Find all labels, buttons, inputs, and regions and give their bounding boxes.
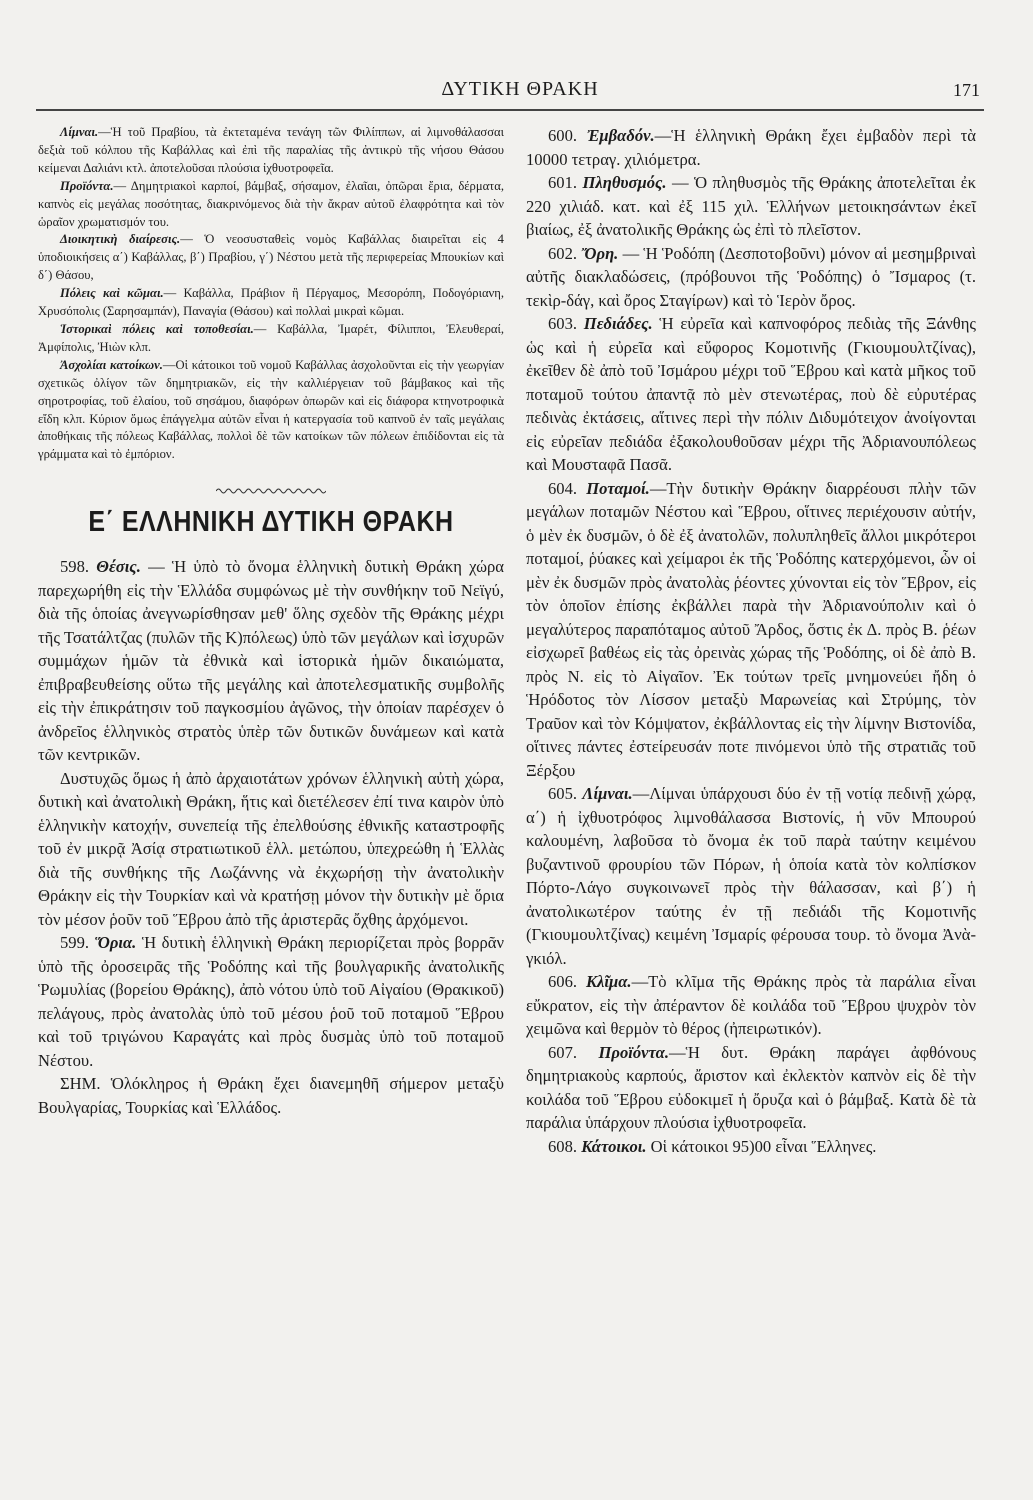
running-title: ΔΥΤΙΚΗ ΘΡΑΚΗ [441, 78, 599, 100]
paragraph-lead: Ὄρη. [581, 243, 619, 263]
paragraph-lead: Κάτοικοι. [581, 1136, 647, 1156]
paragraph-lead: Ἱστορικαὶ πόλεις καὶ τοποθεσίαι. [60, 321, 254, 336]
paragraph-lead: Ἀσχολίαι κατοίκων. [60, 357, 163, 372]
paragraph-number: 600. [548, 126, 578, 145]
header-rule [36, 109, 984, 111]
paragraph-lead: Λίμναι. [60, 125, 99, 139]
paragraph-lead: Ὅρια. [94, 933, 137, 953]
paragraph-number: 605. [548, 784, 578, 803]
paragraph-text: —Ἡ ἑλληνικὴ Θράκη ἔχει ἐμβαδὸν περὶ τὰ 10000 τετραγ. χιλιόμετρα. [526, 126, 976, 169]
left-top-block [38, 124, 504, 464]
paragraph-text: — Καβάλλα, Πράβιον ἢ Πέργαμος, Μεσορόπη, Ποδογόριανη, Χρυσόπολις (Σαρησαμπάν), Παναγία (Θάσου) καὶ πολλαὶ μικραὶ κῶμαι. [38, 286, 504, 319]
paragraph-text: — Ἡ Ῥοδόπη (Δεσποτοβοῦνι) μόνον αἱ μεσημβριναὶ αὐτῆς διακλαδώσεις, (πρόβουνοι τῆς Ῥοδόπης) ὁ Ἴσμαρος (τ. τεκὶρ-δάγ, καὶ ὄρος Σταγίρων) καὶ τὸ Ἱερὸν ὄρος. [526, 243, 976, 310]
paragraph-text: —Λίμναι ὑπάρχουσι δύο ἐν τῇ νοτίᾳ πεδινῇ χώρᾳ, α΄) ἡ ἰχθυοτρόφος λιμνοθάλασσα Βιστονίς, ἡ νῦν Μπουρού καλουμένη, λαβοῦσα τὸ ὄνομα ἐκ τοῦ παρὰ ταύτην κειμένου βυζαντινοῦ φρουρίου τῶν Πόρων, ἡ ὁποία κατὰ τὸν κολπίσκον Πόρτο-Λάγο συγκοινωνεῖ πρὸς τὴν θάλασσαν, καὶ β΄) ἡ ἀνατολικωτέρον ταύτης ἐν τῇ πεδιάδι τῆς Κομοτινῆς (Γκιουμουλτζίνας) κειμένη Ἰσμαρίς φέρουσα τουρ. τὸ ὄνομα Ἀνὰ-γκιόλ. [526, 784, 976, 968]
paragraph-number: 603. [548, 314, 578, 333]
paragraph [38, 1072, 504, 1119]
page-header [60, 78, 980, 108]
paragraph [38, 555, 504, 767]
paragraph-number: 608. [548, 1136, 578, 1156]
paragraph-lead: ΣΗΜ. [60, 1074, 101, 1094]
paragraph-number: 607. [548, 1042, 578, 1062]
paragraph-lead: Θέσις. [96, 557, 141, 577]
paragraph-text: Ἡ εὐρεῖα καὶ καπνοφόρος πεδιὰς τῆς Ξάνθης ὡς καὶ ἡ εὐρεῖα καὶ εὔφορος Κομοτινῆς (Γκιουμουλτζίνας), ἐκεῖθεν δὲ ἀπὸ τοῦ Ἰσμάρου μέχρι τοῦ Ἕβρου καὶ κατὰ μῆκος τοῦ ποταμοῦ τούτου ἀπαντᾷ πὸ μὲν στενωτέρας, ποὺ δὲ εὐρυτέρας πεδινὰς ἐκτάσεις, αἵτινες περὶ τὴν πόλιν Διδυμότειχον ἀνοίγονται εἰς εὐρεῖαν πεδιάδα ἐξακολουθοῦσαν μέχρι τῆς Ἀδριανουπόλεως καὶ Μουσταφᾶ Πασᾶ. [526, 314, 976, 474]
paragraph-lead: Ποταμοί. [586, 478, 650, 498]
paragraph [38, 357, 504, 464]
paragraph [38, 231, 504, 285]
paragraph [526, 970, 976, 1041]
paragraph [38, 767, 504, 932]
paragraph [526, 312, 976, 477]
paragraph-text: — Δημητριακοὶ καρποί, βάμβαξ, σήσαμον, ἐλαῖαι, ὀπῶραι ἔρια, δέρματα, καπνὸς εἰς μεγάλας ποσότητας, διακρινόμενος διὰ τὴν ἄκραν αὐτοῦ ἐλαφρότητα καὶ τὸν ὡραῖον χρωματισμόν του. [38, 178, 504, 229]
paragraph-text: —Τὴν δυτικὴν Θράκην διαρρέουσι πλὴν τῶν μεγάλων ποταμῶν Νέστου καὶ Ἕβρου, οἵτινες περιέχουσιν αὐτήν, ὁ μὲν ἐκ δυσμῶν, ὁ δὲ ἐξ ἀνατολῶν, πολυπληθεῖς ἄλλοι μικρότεροι ποταμοί, ῥύακες καὶ χείμαροι ἐκ τῆς Ῥοδόπης κατερχόμενοι, ὧν οἱ μὲν ἐκ δυσμῶν πρὸς ἀνατολὰς ῥέοντες χύνονται εἰς τὸν Ἕβρον, εἰς τὸν ὁποῖον ἐπίσης ἐκβάλλει παρὰ τὴν Ἀδριανούπολιν καὶ ὁ μεγαλύτερος παραπόταμος αὐτοῦ Ἄρδος, ὅστις ἐκ Δ. πρὸς Β. ῥέων εἰσχωρεῖ βαθέως εἰς τὰς ὀρεινὰς χώρας τῆς Ῥοδόπης, οἱ δὲ ἀπὸ Β. πρὸς Ν. εἰς τὸ Αἰγαῖον. Ἐκ τούτων τρεῖς μνημονεύει ἤδη ὁ Ἡρόδοτος τὸν Λίσσον μεταξὺ Μαρωνείας καὶ Στρύμης, τὸν Τραῦον καὶ τὸν Κόμψατον, ἐκβάλλοντας εἰς τὴν λίμνην Βιστονίδα, οἵτινες πάντες ἐστείρευσάν ποτε πινόμενοι ὑπὸ τῆς στρατιᾶς τοῦ Ξέρξου [526, 478, 976, 780]
paragraph [526, 124, 976, 171]
paragraph-text: Δυστυχῶς ὅμως ἡ ἀπὸ ἀρχαιοτάτων χρόνων ἑλληνικὴ αὐτὴ χώρα, δυτικὴ καὶ ἀνατολικὴ Θράκη, ἥτις καὶ διετέλεσεν ἐπί τινα καιρὸν ὑπὸ ἑλληνικὴν κατοχήν, συνεπείᾳ τῆς ἐπελθούσης ἐθνικῆς καταστροφῆς τοῦ ἐν μικρᾷ Ἀσίᾳ στρατιωτικοῦ ἑλλ. μετώπου, ὑπεχρεώθη ἡ Ἑλλὰς διὰ τῆς συνθήκης τῆς Λωζάννης νὰ ἐκχωρήσῃ τὴν ἀνατολικὴν Θράκην εἰς τὴν Τουρκίαν καὶ νὰ κρατήσῃ μόνον τὴν δυτικὴν μὲ ὅρια τὸν μέσον ῥοῦν τοῦ Ἕβρου ἀπὸ τῆς ἀριστερᾶς ὄχθης ἀρχόμενοι. [38, 768, 504, 929]
paragraph-lead: Πεδιάδες. [583, 314, 653, 333]
paragraph-number: 602. [548, 243, 578, 263]
paragraph-lead: Ἐμβαδόν. [586, 126, 655, 145]
paragraph-text: — Ὁ νεοσυσταθεὶς νομὸς Καβάλλας διαιρεῖται εἰς 4 ὑποδιοικήσεις α΄) Καβάλλας, β΄) Πραβίου, γ΄) Νέστου μετὰ τῆς περιφερείας Μπουκίων καὶ δ΄) Θάσου, [38, 232, 504, 283]
wavy-separator [216, 486, 326, 496]
paragraph-number: 606. [548, 972, 578, 991]
paragraph [526, 782, 976, 970]
section-title: Ε΄ ΕΛΛΗΝΙΚΗ ΔΥΤΙΚΗ ΘΡΑΚΗ [88, 506, 454, 539]
page-number: 171 [953, 80, 980, 100]
paragraph [526, 477, 976, 783]
paragraph-lead: Πληθυσμός. [582, 173, 667, 192]
paragraph-text: — Ἡ ὑπὸ τὸ ὄνομα ἑλληνικὴ δυτικὴ Θράκη χώρα παρεχωρήθη εἰς τὴν Ἑλλάδα συμφώνως μὲ τὴν συνθήκην τοῦ Νεϊγύ, διὰ τῆς ὁποίας ἀνεγνωρίσθησαν μεθ' ὅλης σχεδὸν τῆς Θράκης μέχρι τῆς Τσατάλτζας (πυλῶν τῆς Κ)πόλεως) ὑπὸ τῶν μεγάλων καὶ ἰσχυρῶν συμμάχων ἡμῶν τὰ ἐθνικὰ καὶ ἱστορικὰ ἡμῶν δικαιώματα, ἐπιβραβευθείσης οὕτω τῆς μεγάλης καὶ ἀποτελεσματικῆς συμβολῆς εἰς τὴν ἐπικράτησιν τοῦ παγκοσμίου ἀγῶνος, τὴν ὁποίαν παρέσχεν ὁ ἀνδρεῖος ἑλληνικὸς στρατὸς ὑπὲρ τῶν δυτικῶν δυνάμεων καὶ κατὰ τῶν κεντρικῶν. [38, 557, 504, 765]
paragraph-text: —Ἡ τοῦ Πραβίου, τὰ ἐκτεταμένα τενάγη τῶν Φιλίππων, αἱ λιμνοθάλασσαι δεξιὰ τοῦ κόλπου τῆς Καβάλλας καὶ ἐπὶ τῆς παραλίας τῆς ἀντικρὺ τῆς νήσου Θάσου κείμεναι Δαλιάνι κτλ. ἀποτελοῦσαι πλούσια ἰχθυοτροφεῖα. [38, 125, 504, 175]
left-column [38, 124, 504, 1119]
paragraph [526, 171, 976, 242]
paragraph [38, 124, 504, 178]
paragraph-number: 601. [548, 173, 578, 192]
paragraph-lead: Προϊόντα. [598, 1042, 669, 1062]
paragraph-text: —Ἡ δυτ. Θράκη παράγει ἀφθόνους δημητριακοὺς καρπούς, ἄριστον καὶ ἐκλεκτὸν καπνὸν εἰς δὲ τὴν κοιλάδα τοῦ Ἕβρου εὐδοκιμεῖ ἡ ὄρυζα καὶ ὁ βάμβαξ. Κατὰ δὲ τὰ παράλια ὑπάρχουν πλούσια ἰχθυοτροφεῖα. [526, 1042, 976, 1132]
paragraph [526, 242, 976, 313]
paragraph-lead: Κλῖμα. [585, 972, 632, 991]
paragraph-number: 598. [60, 557, 90, 577]
paragraph-lead: Προϊόντα. [60, 178, 114, 193]
paragraph-text: — Ὁ πληθυσμὸς τῆς Θράκης ἀποτελεῖται ἐκ 220 χιλιάδ. κατ. καὶ ἐξ 115 χιλ. Ἑλλήνων μετοικησάντων ἐκεῖ βιαίως, ἐξ ἀνατολικῆς Θράκης ὡς ἐπὶ τὸ πλεῖστον. [526, 173, 976, 239]
paragraph-text: Ἡ δυτικὴ ἑλληνικὴ Θράκη περιορίζεται πρὸς βορρᾶν ὑπὸ τῆς ὀροσειρᾶς τῆς Ῥοδόπης καὶ τῆς βουλγαρικῆς ἀνατολικῆς Ῥωμυλίας (βορείου Θράκης), ἀπὸ νότου ὑπὸ τοῦ Αἰγαίου (Θρακικοῦ) πελάγους, πρὸς ἀνατολὰς ὑπὸ τοῦ μέσου ῥοῦ τοῦ ποταμοῦ Ἕβρου καὶ τοῦ τριγώνου Καραγάτς καὶ πρὸς δυσμὰς ὑπὸ τοῦ ποταμοῦ Νέστου. [38, 933, 504, 1070]
right-column [526, 124, 976, 1158]
paragraph-number: 604. [548, 478, 578, 498]
paragraph [38, 285, 504, 321]
paragraph [526, 1135, 976, 1159]
paragraph [38, 321, 504, 357]
paragraph-number: 599. [60, 933, 90, 953]
paragraph [38, 931, 504, 1072]
paragraph-text: — Καβάλλα, Ἰμαρέτ, Φίλιπποι, Ἐλευθεραί, Ἀμφίπολις, Ἠιὼν κλπ. [38, 321, 504, 354]
paragraph [526, 1041, 976, 1135]
paragraph-lead: Διοικητικὴ διαίρεσις. [60, 232, 181, 247]
paragraph-text: Ὁλόκληρος ἡ Θράκη ἔχει διανεμηθῆ σήμερον μεταξὺ Βουλγαρίας, Τουρκίας καὶ Ἑλλάδος. [38, 1074, 504, 1117]
paragraph [38, 178, 504, 232]
left-main-block [38, 555, 504, 1119]
paragraph-text: —Τὸ κλῖμα τῆς Θράκης πρὸς τὰ παράλια εἶναι εὔκρατον, εἰς τὴν ἀπέραντον δὲ κοιλάδα τοῦ Ἕβρου ψυχρὸν τὸν χειμῶνα καὶ θερμὸν τὸ θέρος (ἠπειρωτικόν). [526, 972, 976, 1038]
paragraph-lead: Λίμναι. [582, 784, 633, 803]
paragraph-text: Οἱ κάτοικοι 95)00 εἶναι Ἕλληνες. [646, 1136, 877, 1156]
paragraph-text: —Οἱ κάτοικοι τοῦ νομοῦ Καβάλλας ἀσχολοῦνται εἰς τὴν γεωργίαν σχετικῶς ὀλίγον τῶν δημητριακῶν, εἰς τὴν καλλιέργειαν τοῦ βάμβακος καὶ τῆς σηροτροφίας, τοῦ ἐλαίου, τοῦ σησάμου, διαφόρων ὀπωρῶν καὶ εἰς διάφορα κτηνοτροφικὰ εἴδη κλπ. Κύριον ὅμως ἐπάγγελμα αὐτῶν εἶναι ἡ κατεργασία τοῦ καπνοῦ ἐν ταῖς μεγάλαις ἀποθήκαις τῆς πόλεως Καβάλλας, πολλοὶ δὲ τῶν κατοίκων τῶν πόλεων ἐπιδίδονται εἰς τὰ γράμματα καὶ τὸ ἐμπόριον. [38, 357, 504, 462]
paragraph-lead: Πόλεις καὶ κῶμαι. [60, 286, 164, 301]
